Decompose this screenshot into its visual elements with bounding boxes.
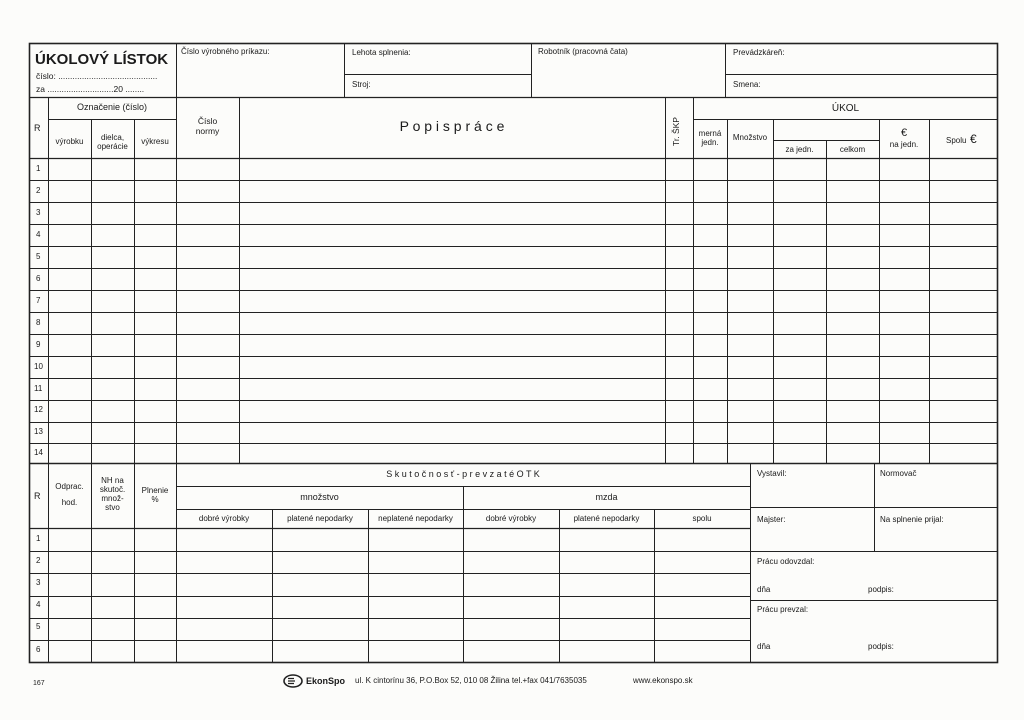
fulfillment-percent: % (151, 495, 159, 504)
bottom-row-number: 5 (36, 622, 41, 631)
row-number: 4 (36, 230, 41, 239)
row-number-header: R (34, 123, 41, 133)
wage-good-products-header: dobré výrobky (485, 514, 537, 523)
foreman-field[interactable]: Majster: (757, 515, 786, 524)
product-header: výrobku (55, 137, 84, 146)
work-handed-over-field[interactable]: Prácu odovzdal: (757, 557, 815, 566)
deadline-field[interactable]: Lehota splnenia: (352, 48, 411, 57)
norm-number-header-line1: Číslo (197, 116, 218, 126)
receipt-date-field[interactable]: dňa (757, 642, 771, 651)
production-order-field[interactable]: Číslo výrobného príkazu: (181, 47, 270, 56)
part-header-line1: dielca, (100, 133, 125, 142)
shift-field[interactable]: Smena: (733, 80, 761, 89)
ekonspo-logo-icon (283, 674, 303, 688)
drawing-header: výkresu (141, 137, 169, 146)
worked-hours-header-line2: hod. (61, 498, 78, 507)
unpaid-rejects-header: neplatené nepodarky (378, 514, 453, 523)
machine-field[interactable]: Stroj: (352, 80, 371, 89)
form-title: ÚKOLOVÝ LÍSTOK (35, 51, 169, 68)
unit-header-line1: merná (698, 129, 722, 138)
work-description-header: P o p i s p r á c e (399, 118, 505, 134)
workshop-field[interactable]: Prevádzkáreň: (733, 48, 785, 57)
bottom-row-number: 2 (36, 556, 41, 565)
receipt-signature-field[interactable]: podpis: (868, 642, 894, 651)
norm-hours-header-line3: množ- (101, 494, 124, 503)
row-number: 13 (34, 427, 43, 436)
row-number: 11 (34, 384, 43, 393)
row-number: 1 (36, 164, 41, 173)
norm-hours-header-line1: NH na (101, 476, 124, 485)
row-number: 2 (36, 186, 41, 195)
row-number: 14 (34, 448, 43, 457)
unit-header-line2: jedn. (701, 138, 719, 147)
norm-setter-field[interactable]: Normovač (880, 469, 917, 478)
worker-field[interactable]: Robotník (pracovná čata) (538, 47, 628, 56)
work-received-field[interactable]: Prácu prevzal: (757, 605, 809, 614)
row-number: 6 (36, 274, 41, 283)
tariff-class-header: Tr. ŠKP (671, 117, 681, 146)
wage-group-header: mzda (595, 492, 618, 502)
actual-accepted-header: S k u t o č n o s ť - p r e v z a t é O T K (386, 469, 540, 479)
row-number: 5 (36, 252, 41, 261)
row-number: 10 (34, 362, 43, 371)
quantity-header: Množstvo (732, 133, 768, 142)
sum-header: Spolu (946, 136, 967, 145)
bottom-row-number: 3 (36, 578, 41, 587)
designation-header: Označenie (číslo) (76, 102, 148, 112)
total-header: celkom (839, 145, 866, 154)
bottom-row-number: 6 (36, 645, 41, 654)
norm-number-header-line2: normy (195, 126, 220, 136)
bottom-row-number-header: R (34, 491, 41, 501)
good-products-header: dobré výrobky (198, 514, 250, 523)
sum-euro-icon: € (970, 132, 977, 146)
task-header: ÚKOL (831, 103, 860, 114)
quantity-group-header: množstvo (300, 492, 339, 502)
form-period-field[interactable]: za ............................20 ........ (36, 84, 145, 94)
handover-date-field[interactable]: dňa (757, 585, 771, 594)
paid-rejects-header: platené nepodarky (287, 514, 353, 523)
company-address: ul. K cintorínu 36, P.O.Box 52, 010 08 Žilina tel.+fax 041/7635035 (355, 676, 587, 685)
row-number: 12 (34, 405, 43, 414)
bottom-row-number: 1 (36, 534, 41, 543)
bottom-row-number: 4 (36, 600, 41, 609)
norm-hours-header-line2: skutoč. (99, 485, 126, 494)
row-number: 8 (36, 318, 41, 327)
euro-icon: € (900, 127, 908, 139)
row-number: 9 (36, 340, 41, 349)
handover-signature-field[interactable]: podpis: (868, 585, 894, 594)
accepted-by-field[interactable]: Na splnenie prijal: (880, 515, 944, 524)
euro-per-unit-header: na jedn. (889, 140, 919, 149)
row-number: 7 (36, 296, 41, 305)
worked-hours-header-line1: Odprac. (55, 482, 84, 491)
wage-total-header: spolu (692, 514, 712, 523)
part-header-line2: operácie (97, 142, 128, 151)
norm-hours-header-line4: stvo (105, 503, 120, 512)
brand-name: EkonSpo (306, 676, 346, 686)
form-number-field[interactable]: číslo: .......................................... (36, 71, 158, 81)
page-code: 167 (33, 680, 45, 687)
fulfillment-header: Plnenie (141, 486, 169, 495)
per-unit-header: za jedn. (785, 145, 814, 154)
wage-paid-rejects-header: platené nepodarky (573, 514, 640, 523)
row-number: 3 (36, 208, 41, 217)
issued-by-field[interactable]: Vystavil: (757, 469, 787, 478)
website-link[interactable]: www.ekonspo.sk (633, 676, 693, 685)
